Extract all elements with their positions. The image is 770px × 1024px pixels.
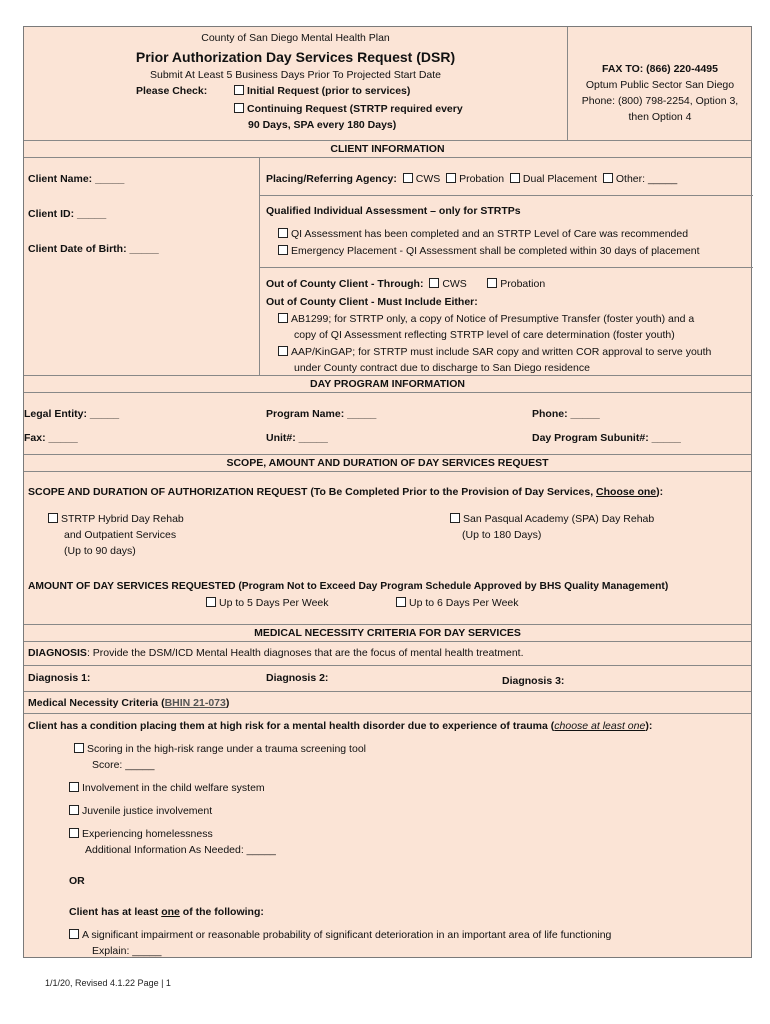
trauma-heading: Client has a condition placing them at high risk for a mental health disorder due to experience of trauma (choose at least one):: [28, 720, 653, 732]
qia-emergency-option[interactable]: Emergency Placement - QI Assessment shall be completed within 30 days of placement: [278, 245, 700, 258]
aap-continued: under County contract due to discharge to San Diego residence: [294, 362, 590, 374]
atleast-heading: Client has at least one of the following:: [69, 906, 264, 918]
scope-band: SCOPE, AMOUNT AND DURATION OF DAY SERVICES REQUEST: [24, 454, 751, 472]
ab1299-option[interactable]: AB1299; for STRTP only, a copy of Notice of Presumptive Transfer (foster youth) and a: [278, 313, 694, 326]
initial-request-option[interactable]: Initial Request (prior to services): [234, 85, 410, 98]
ooc-through-label: Out of County Client - Through:: [266, 278, 424, 290]
placing-agency-label: Placing/Referring Agency:: [266, 173, 397, 185]
subunit-field[interactable]: Day Program Subunit#: _____: [532, 432, 681, 444]
continuing-request-option[interactable]: Continuing Request (STRTP required every: [234, 103, 463, 116]
diagnosis-3-field[interactable]: Diagnosis 3:: [502, 675, 565, 687]
spa-line2: (Up to 180 Days): [462, 529, 542, 541]
row-divider: [24, 691, 751, 692]
checkbox[interactable]: [234, 103, 244, 113]
diagnosis-instruction: DIAGNOSIS: Provide the DSM/ICD Mental Health diagnoses that are the focus of mental health treatment.: [28, 647, 524, 659]
bhin-link[interactable]: BHIN 21-073: [164, 697, 226, 709]
ab1299-continued: copy of QI Assessment reflecting STRTP level of care determination (foster youth): [294, 329, 675, 341]
org-name: County of San Diego Mental Health Plan: [201, 32, 390, 44]
homeless-option[interactable]: Experiencing homelessness: [69, 828, 213, 841]
or-label: OR: [69, 875, 85, 887]
score-field[interactable]: Score: _____: [92, 759, 155, 771]
page-footer: 1/1/20, Revised 4.1.22 Page | 1: [45, 978, 171, 988]
additional-info-field[interactable]: Additional Information As Needed: _____: [85, 844, 276, 856]
scoring-option[interactable]: Scoring in the high-risk range under a trauma screening tool: [74, 743, 366, 756]
please-check-label: Please Check:: [136, 85, 208, 97]
checkbox[interactable]: [234, 85, 244, 95]
strtp-line3: (Up to 90 days): [64, 545, 136, 557]
legal-entity-field[interactable]: Legal Entity: _____: [24, 408, 120, 420]
spa-option[interactable]: San Pasqual Academy (SPA) Day Rehab: [450, 513, 654, 526]
fax-number: FAX TO: (866) 220-4495: [602, 63, 718, 75]
probation-option[interactable]: Probation: [446, 173, 504, 185]
other-option[interactable]: Other: _____: [603, 173, 677, 185]
form-subtitle: Submit At Least 5 Business Days Prior To Projected Start Date: [149, 69, 442, 81]
juvenile-option[interactable]: Juvenile justice involvement: [69, 805, 212, 818]
diagnosis-2-field[interactable]: Diagnosis 2:: [266, 672, 329, 684]
up-to-6-option[interactable]: Up to 6 Days Per Week: [396, 597, 519, 610]
placing-agency-row: [266, 173, 677, 186]
scope-heading: SCOPE AND DURATION OF AUTHORIZATION REQUEST (To Be Completed Prior to the Provision of Day Services, Choose one):: [28, 486, 664, 498]
ooc-through-row: [266, 278, 545, 291]
ooc-cws-option[interactable]: CWS: [429, 278, 467, 290]
diagnosis-1-field[interactable]: Diagnosis 1:: [28, 672, 91, 684]
criteria-heading: Medical Necessity Criteria (BHIN 21-073): [28, 697, 230, 709]
continuing-request-note: 90 Days, SPA every 180 Days): [248, 119, 397, 131]
impairment-option[interactable]: A significant impairment or reasonable probability of significant deterioration in an important area of life functioning: [69, 929, 611, 942]
row-divider: [259, 267, 753, 268]
dsr-form: [23, 26, 752, 958]
up-to-5-option[interactable]: Up to 5 Days Per Week: [206, 597, 329, 610]
client-info-band: CLIENT INFORMATION: [24, 140, 751, 158]
optum-name: Optum Public Sector San Diego: [585, 79, 735, 91]
dual-placement-option[interactable]: Dual Placement: [510, 173, 597, 185]
cws-option[interactable]: CWS: [403, 173, 441, 185]
medical-band: MEDICAL NECESSITY CRITERIA FOR DAY SERVICES: [24, 624, 751, 642]
strtp-line2: and Outpatient Services: [64, 529, 177, 541]
form-title: Prior Authorization Day Services Request (DSR): [135, 49, 456, 65]
client-dob-field[interactable]: Client Date of Birth: _____: [28, 243, 159, 255]
fax-field[interactable]: Fax: _____: [24, 432, 78, 444]
ooc-must-label: Out of County Client - Must Include Either:: [266, 296, 478, 308]
phone-line: Phone: (800) 798-2254, Option 3,: [581, 95, 739, 107]
strtp-option[interactable]: STRTP Hybrid Day Rehab: [48, 513, 184, 526]
qia-completed-option[interactable]: QI Assessment has been completed and an STRTP Level of Care was recommended: [278, 228, 688, 241]
client-name-field[interactable]: Client Name: _____: [28, 173, 125, 185]
option-line: then Option 4: [628, 111, 692, 123]
row-divider: [24, 713, 751, 714]
welfare-option[interactable]: Involvement in the child welfare system: [69, 782, 265, 795]
amount-heading: AMOUNT OF DAY SERVICES REQUESTED (Program Not to Exceed Day Program Schedule Approved by BHS Quality Management): [28, 581, 669, 592]
phone-field[interactable]: Phone: _____: [532, 408, 600, 420]
row-divider: [24, 665, 751, 666]
explain-field[interactable]: Explain: _____: [92, 945, 162, 957]
qia-title: Qualified Individual Assessment – only for STRTPs: [266, 205, 521, 217]
day-program-band: DAY PROGRAM INFORMATION: [24, 375, 751, 393]
ooc-probation-option[interactable]: Probation: [487, 278, 545, 290]
program-name-field[interactable]: Program Name: _____: [266, 408, 377, 420]
row-divider: [259, 195, 753, 196]
aap-option[interactable]: AAP/KinGAP; for STRTP must include SAR copy and written COR approval to serve youth: [278, 346, 711, 359]
client-id-field[interactable]: Client ID: _____: [28, 208, 107, 220]
unit-field[interactable]: Unit#: _____: [266, 432, 328, 444]
